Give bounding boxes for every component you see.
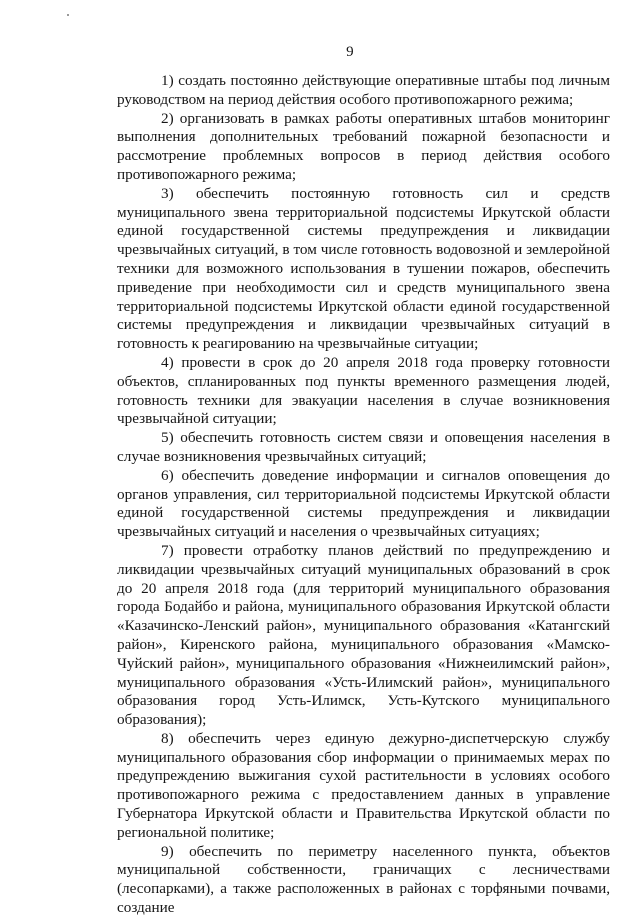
paragraph-item-2: 2) организовать в рамках работы оперативных штабов мониторинг выполнения дополнительных требований пожарной безопасности и рассмотрение проблемных вопросов в период действия особого противопожарного режима; [117, 109, 610, 183]
paragraph-item-4: 4) провести в срок до 20 апреля 2018 года проверку готовности объектов, спланированных под пункты временного размещения людей, готовность техники для эвакуации населения в случае возникновения чрезвычайной ситуации; [117, 353, 610, 428]
scan-artifact-dot [67, 14, 69, 16]
document-body [117, 72, 610, 918]
paragraph-item-3: 3) обеспечить постоянную готовность сил и средств муниципального звена территориальной подсистемы Иркутской области единой государственной системы предупреждения и ликвидации чрезвычайных ситуаций, в том числе готовность водовозной и землеройной техники для возможного использования в тушении пожаров, обеспечить приведение при необходимости сил и средств муниципального звена территориальной подсистемы Иркутской области единой государственной системы предупреждения и ликвидации чрезвычайных ситуаций в готовность к реагированию на чрезвычайные ситуации; [117, 184, 610, 353]
paragraph-item-1: 1) создать постоянно действующие оперативные штабы под личным руководством на период действия особого противопожарного режима; [117, 72, 610, 108]
paragraph-item-8: 8) обеспечить через единую дежурно-диспетчерскую службу муниципального образования сбор информации о принимаемых мерах по предупреждению выжигания сухой растительности в условиях особого противопожарного режима с предоставлением данных в управление Губернатора Иркутской области и Правительства Иркутской области по региональной политике; [117, 729, 610, 841]
paragraph-item-5: 5) обеспечить готовность систем связи и оповещения населения в случае возникновения чрезвычайных ситуаций; [117, 429, 610, 465]
page-number: 9 [346, 44, 354, 60]
paragraph-item-9: 9) обеспечить по периметру населенного пункта, объектов муниципальной собственности, граничащих с лесничествами (лесопарками), а также расположенных в районах с торфяными почвами, создание [117, 842, 610, 917]
paragraph-item-7: 7) провести отработку планов действий по предупреждению и ликвидации чрезвычайных ситуаций муниципальных образований в срок до 20 апреля 2018 года (для территорий муниципального образования города Бодайбо и района, муниципального образования Иркутской области «Казачинско-Ленский район», муниципального образования «Катангский район», Киренского района, муниципального образования «Мамско-Чуйский район», муниципального образования «Нижнеилимский район», муниципального образования «Усть-Илимский район», муниципального образования город Усть-Илимск, Усть-Кутского муниципального образования); [117, 541, 610, 729]
paragraph-item-6: 6) обеспечить доведение информации и сигналов оповещения до органов управления, сил территориальной подсистемы Иркутской области единой государственной системы предупреждения и ликвидации чрезвычайных ситуаций и населения о чрезвычайных ситуациях; [117, 466, 610, 541]
